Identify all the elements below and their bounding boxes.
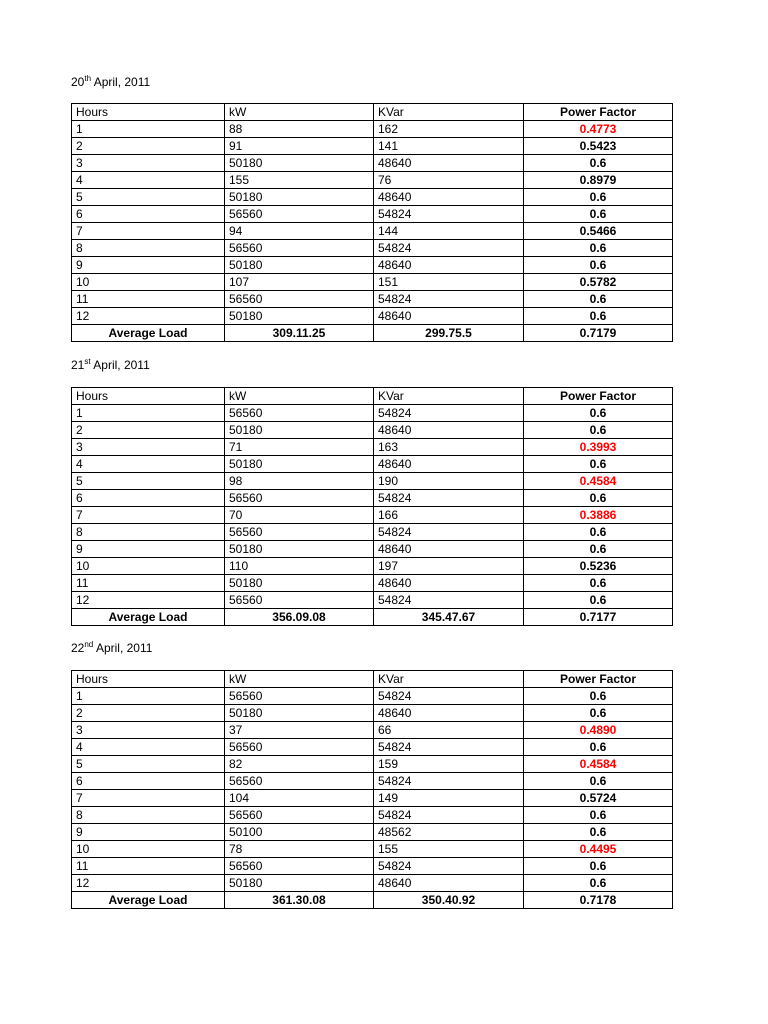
kw-cell: 56560 bbox=[225, 524, 374, 541]
table-row bbox=[72, 541, 673, 558]
kw-cell: 82 bbox=[225, 756, 374, 773]
power-factor-cell: 0.5466 bbox=[524, 223, 673, 240]
hour-cell: 1 bbox=[72, 688, 225, 705]
hour-cell: 5 bbox=[72, 473, 225, 490]
hour-cell: 5 bbox=[72, 756, 225, 773]
kw-cell: 56560 bbox=[225, 490, 374, 507]
hour-cell: 12 bbox=[72, 308, 225, 325]
kw-cell: 107 bbox=[225, 274, 374, 291]
table-row bbox=[72, 807, 673, 824]
kvar-cell: 144 bbox=[374, 223, 524, 240]
table-row bbox=[72, 490, 673, 507]
table-row bbox=[72, 206, 673, 223]
kvar-cell: 48640 bbox=[374, 456, 524, 473]
kw-cell: 50180 bbox=[225, 155, 374, 172]
kvar-cell: 48640 bbox=[374, 155, 524, 172]
date-day: 21 bbox=[71, 358, 85, 372]
power-factor-cell: 0.6 bbox=[524, 155, 673, 172]
hour-cell: 11 bbox=[72, 858, 225, 875]
table-row bbox=[72, 291, 673, 308]
table-row bbox=[72, 824, 673, 841]
hour-cell: 3 bbox=[72, 722, 225, 739]
kvar-cell: 162 bbox=[374, 121, 524, 138]
table-row bbox=[72, 575, 673, 592]
power-factor-cell: 0.6 bbox=[524, 592, 673, 609]
power-factor-cell: 0.6 bbox=[524, 705, 673, 722]
hour-cell: 6 bbox=[72, 206, 225, 223]
kw-cell: 98 bbox=[225, 473, 374, 490]
section-date bbox=[71, 641, 152, 655]
power-factor-cell: 0.6 bbox=[524, 189, 673, 206]
header-kvar: KVar bbox=[374, 671, 524, 688]
power-factor-cell: 0.6 bbox=[524, 524, 673, 541]
kw-cell: 56560 bbox=[225, 807, 374, 824]
power-factor-cell: 0.5724 bbox=[524, 790, 673, 807]
power-factor-cell: 0.6 bbox=[524, 875, 673, 892]
kw-cell: 56560 bbox=[225, 592, 374, 609]
power-factor-cell: 0.6 bbox=[524, 405, 673, 422]
kw-cell: 56560 bbox=[225, 773, 374, 790]
kvar-cell: 54824 bbox=[374, 206, 524, 223]
average-label: Average Load bbox=[72, 892, 225, 909]
table-row bbox=[72, 274, 673, 291]
kvar-cell: 66 bbox=[374, 722, 524, 739]
kvar-cell: 151 bbox=[374, 274, 524, 291]
kw-cell: 56560 bbox=[225, 206, 374, 223]
power-factor-cell: 0.6 bbox=[524, 291, 673, 308]
hour-cell: 12 bbox=[72, 592, 225, 609]
date-rest: April, 2011 bbox=[93, 641, 153, 655]
hour-cell: 3 bbox=[72, 439, 225, 456]
hour-cell: 4 bbox=[72, 456, 225, 473]
header-kw: kW bbox=[225, 104, 374, 121]
table-row bbox=[72, 405, 673, 422]
hour-cell: 5 bbox=[72, 189, 225, 206]
kvar-cell: 54824 bbox=[374, 490, 524, 507]
average-kvar: 299.75.5 bbox=[374, 325, 524, 342]
kvar-cell: 190 bbox=[374, 473, 524, 490]
kw-cell: 50180 bbox=[225, 189, 374, 206]
table-row bbox=[72, 705, 673, 722]
power-factor-cell: 0.3886 bbox=[524, 507, 673, 524]
kw-cell: 56560 bbox=[225, 688, 374, 705]
load-table bbox=[71, 387, 673, 626]
kw-cell: 50180 bbox=[225, 308, 374, 325]
table-row bbox=[72, 858, 673, 875]
table-row bbox=[72, 722, 673, 739]
power-factor-cell: 0.6 bbox=[524, 858, 673, 875]
kvar-cell: 48640 bbox=[374, 541, 524, 558]
kvar-cell: 76 bbox=[374, 172, 524, 189]
header-hours: Hours bbox=[72, 388, 225, 405]
header-power-factor: Power Factor bbox=[524, 104, 673, 121]
kvar-cell: 54824 bbox=[374, 858, 524, 875]
table-row bbox=[72, 790, 673, 807]
power-factor-cell: 0.6 bbox=[524, 824, 673, 841]
kvar-cell: 54824 bbox=[374, 688, 524, 705]
power-factor-cell: 0.4584 bbox=[524, 756, 673, 773]
section-date bbox=[71, 75, 150, 89]
hour-cell: 2 bbox=[72, 422, 225, 439]
kvar-cell: 48562 bbox=[374, 824, 524, 841]
hour-cell: 2 bbox=[72, 138, 225, 155]
kvar-cell: 48640 bbox=[374, 875, 524, 892]
hour-cell: 4 bbox=[72, 739, 225, 756]
power-factor-cell: 0.5236 bbox=[524, 558, 673, 575]
average-power-factor: 0.7177 bbox=[524, 609, 673, 626]
kw-cell: 110 bbox=[225, 558, 374, 575]
date-suffix: nd bbox=[84, 640, 94, 649]
power-factor-cell: 0.6 bbox=[524, 773, 673, 790]
hour-cell: 3 bbox=[72, 155, 225, 172]
power-factor-cell: 0.5423 bbox=[524, 138, 673, 155]
hour-cell: 11 bbox=[72, 575, 225, 592]
kvar-cell: 163 bbox=[374, 439, 524, 456]
table-header-row bbox=[72, 671, 673, 688]
table-row bbox=[72, 308, 673, 325]
table-row bbox=[72, 138, 673, 155]
table-row bbox=[72, 223, 673, 240]
average-power-factor: 0.7179 bbox=[524, 325, 673, 342]
date-rest: April, 2011 bbox=[90, 358, 150, 372]
table-row bbox=[72, 189, 673, 206]
kw-cell: 50180 bbox=[225, 575, 374, 592]
kw-cell: 56560 bbox=[225, 739, 374, 756]
date-day: 20 bbox=[71, 75, 85, 89]
kvar-cell: 48640 bbox=[374, 705, 524, 722]
hour-cell: 9 bbox=[72, 541, 225, 558]
header-power-factor: Power Factor bbox=[524, 671, 673, 688]
table-row bbox=[72, 688, 673, 705]
kvar-cell: 166 bbox=[374, 507, 524, 524]
hour-cell: 7 bbox=[72, 507, 225, 524]
kvar-cell: 54824 bbox=[374, 405, 524, 422]
kw-cell: 78 bbox=[225, 841, 374, 858]
hour-cell: 1 bbox=[72, 405, 225, 422]
table-row bbox=[72, 841, 673, 858]
table-row bbox=[72, 172, 673, 189]
header-kvar: KVar bbox=[374, 104, 524, 121]
power-factor-cell: 0.6 bbox=[524, 308, 673, 325]
power-factor-cell: 0.6 bbox=[524, 575, 673, 592]
date-day: 22 bbox=[71, 641, 85, 655]
table-header-row bbox=[72, 104, 673, 121]
power-factor-cell: 0.6 bbox=[524, 807, 673, 824]
table-row bbox=[72, 592, 673, 609]
header-kw: kW bbox=[225, 671, 374, 688]
kw-cell: 50180 bbox=[225, 257, 374, 274]
kw-cell: 56560 bbox=[225, 240, 374, 257]
kw-cell: 56560 bbox=[225, 291, 374, 308]
average-kw: 356.09.08 bbox=[225, 609, 374, 626]
kvar-cell: 54824 bbox=[374, 240, 524, 257]
kw-cell: 94 bbox=[225, 223, 374, 240]
power-factor-cell: 0.3993 bbox=[524, 439, 673, 456]
power-factor-cell: 0.4773 bbox=[524, 121, 673, 138]
average-label: Average Load bbox=[72, 325, 225, 342]
kvar-cell: 155 bbox=[374, 841, 524, 858]
kvar-cell: 54824 bbox=[374, 739, 524, 756]
kw-cell: 50180 bbox=[225, 456, 374, 473]
power-factor-cell: 0.6 bbox=[524, 240, 673, 257]
hour-cell: 2 bbox=[72, 705, 225, 722]
kvar-cell: 54824 bbox=[374, 592, 524, 609]
hour-cell: 1 bbox=[72, 121, 225, 138]
table-row bbox=[72, 456, 673, 473]
kvar-cell: 54824 bbox=[374, 807, 524, 824]
power-factor-cell: 0.8979 bbox=[524, 172, 673, 189]
kvar-cell: 141 bbox=[374, 138, 524, 155]
hour-cell: 9 bbox=[72, 824, 225, 841]
hour-cell: 12 bbox=[72, 875, 225, 892]
hour-cell: 7 bbox=[72, 223, 225, 240]
kw-cell: 50180 bbox=[225, 422, 374, 439]
power-factor-cell: 0.6 bbox=[524, 490, 673, 507]
kw-cell: 91 bbox=[225, 138, 374, 155]
header-kw: kW bbox=[225, 388, 374, 405]
average-kvar: 345.47.67 bbox=[374, 609, 524, 626]
average-power-factor: 0.7178 bbox=[524, 892, 673, 909]
kvar-cell: 48640 bbox=[374, 308, 524, 325]
average-kw: 309.11.25 bbox=[225, 325, 374, 342]
table-row bbox=[72, 422, 673, 439]
kw-cell: 50180 bbox=[225, 875, 374, 892]
table-row bbox=[72, 473, 673, 490]
power-factor-cell: 0.6 bbox=[524, 422, 673, 439]
kvar-cell: 197 bbox=[374, 558, 524, 575]
section-date bbox=[71, 358, 150, 372]
power-factor-cell: 0.4495 bbox=[524, 841, 673, 858]
power-factor-cell: 0.5782 bbox=[524, 274, 673, 291]
date-rest: April, 2011 bbox=[91, 75, 151, 89]
average-label: Average Load bbox=[72, 609, 225, 626]
power-factor-cell: 0.4890 bbox=[524, 722, 673, 739]
kvar-cell: 48640 bbox=[374, 189, 524, 206]
table-row bbox=[72, 507, 673, 524]
table-row bbox=[72, 439, 673, 456]
kvar-cell: 159 bbox=[374, 756, 524, 773]
kw-cell: 56560 bbox=[225, 858, 374, 875]
kw-cell: 50180 bbox=[225, 541, 374, 558]
table-row bbox=[72, 155, 673, 172]
table-header-row bbox=[72, 388, 673, 405]
kvar-cell: 149 bbox=[374, 790, 524, 807]
load-table bbox=[71, 670, 673, 909]
kw-cell: 104 bbox=[225, 790, 374, 807]
header-hours: Hours bbox=[72, 104, 225, 121]
kw-cell: 71 bbox=[225, 439, 374, 456]
kvar-cell: 54824 bbox=[374, 773, 524, 790]
hour-cell: 10 bbox=[72, 841, 225, 858]
average-kw: 361.30.08 bbox=[225, 892, 374, 909]
average-load-row bbox=[72, 325, 673, 342]
kw-cell: 50180 bbox=[225, 705, 374, 722]
power-factor-cell: 0.6 bbox=[524, 739, 673, 756]
hour-cell: 11 bbox=[72, 291, 225, 308]
power-factor-cell: 0.4584 bbox=[524, 473, 673, 490]
average-kvar: 350.40.92 bbox=[374, 892, 524, 909]
hour-cell: 8 bbox=[72, 240, 225, 257]
header-power-factor: Power Factor bbox=[524, 388, 673, 405]
load-table bbox=[71, 103, 673, 342]
hour-cell: 10 bbox=[72, 274, 225, 291]
hour-cell: 6 bbox=[72, 773, 225, 790]
table-row bbox=[72, 121, 673, 138]
hour-cell: 7 bbox=[72, 790, 225, 807]
date-suffix: th bbox=[84, 74, 92, 83]
power-factor-cell: 0.6 bbox=[524, 206, 673, 223]
kvar-cell: 54824 bbox=[374, 291, 524, 308]
kvar-cell: 48640 bbox=[374, 257, 524, 274]
hour-cell: 4 bbox=[72, 172, 225, 189]
hour-cell: 10 bbox=[72, 558, 225, 575]
kw-cell: 56560 bbox=[225, 405, 374, 422]
hour-cell: 9 bbox=[72, 257, 225, 274]
power-factor-cell: 0.6 bbox=[524, 257, 673, 274]
hour-cell: 8 bbox=[72, 524, 225, 541]
kw-cell: 70 bbox=[225, 507, 374, 524]
average-load-row bbox=[72, 609, 673, 626]
average-load-row bbox=[72, 892, 673, 909]
power-factor-cell: 0.6 bbox=[524, 688, 673, 705]
kvar-cell: 48640 bbox=[374, 575, 524, 592]
header-hours: Hours bbox=[72, 671, 225, 688]
kvar-cell: 54824 bbox=[374, 524, 524, 541]
table-row bbox=[72, 240, 673, 257]
kw-cell: 155 bbox=[225, 172, 374, 189]
kw-cell: 50100 bbox=[225, 824, 374, 841]
table-row bbox=[72, 558, 673, 575]
kvar-cell: 48640 bbox=[374, 422, 524, 439]
table-row bbox=[72, 524, 673, 541]
header-kvar: KVar bbox=[374, 388, 524, 405]
date-suffix: st bbox=[84, 357, 91, 366]
table-row bbox=[72, 756, 673, 773]
table-row bbox=[72, 739, 673, 756]
hour-cell: 8 bbox=[72, 807, 225, 824]
table-row bbox=[72, 257, 673, 274]
table-row bbox=[72, 875, 673, 892]
kw-cell: 37 bbox=[225, 722, 374, 739]
kw-cell: 88 bbox=[225, 121, 374, 138]
power-factor-cell: 0.6 bbox=[524, 541, 673, 558]
hour-cell: 6 bbox=[72, 490, 225, 507]
power-factor-cell: 0.6 bbox=[524, 456, 673, 473]
table-row bbox=[72, 773, 673, 790]
